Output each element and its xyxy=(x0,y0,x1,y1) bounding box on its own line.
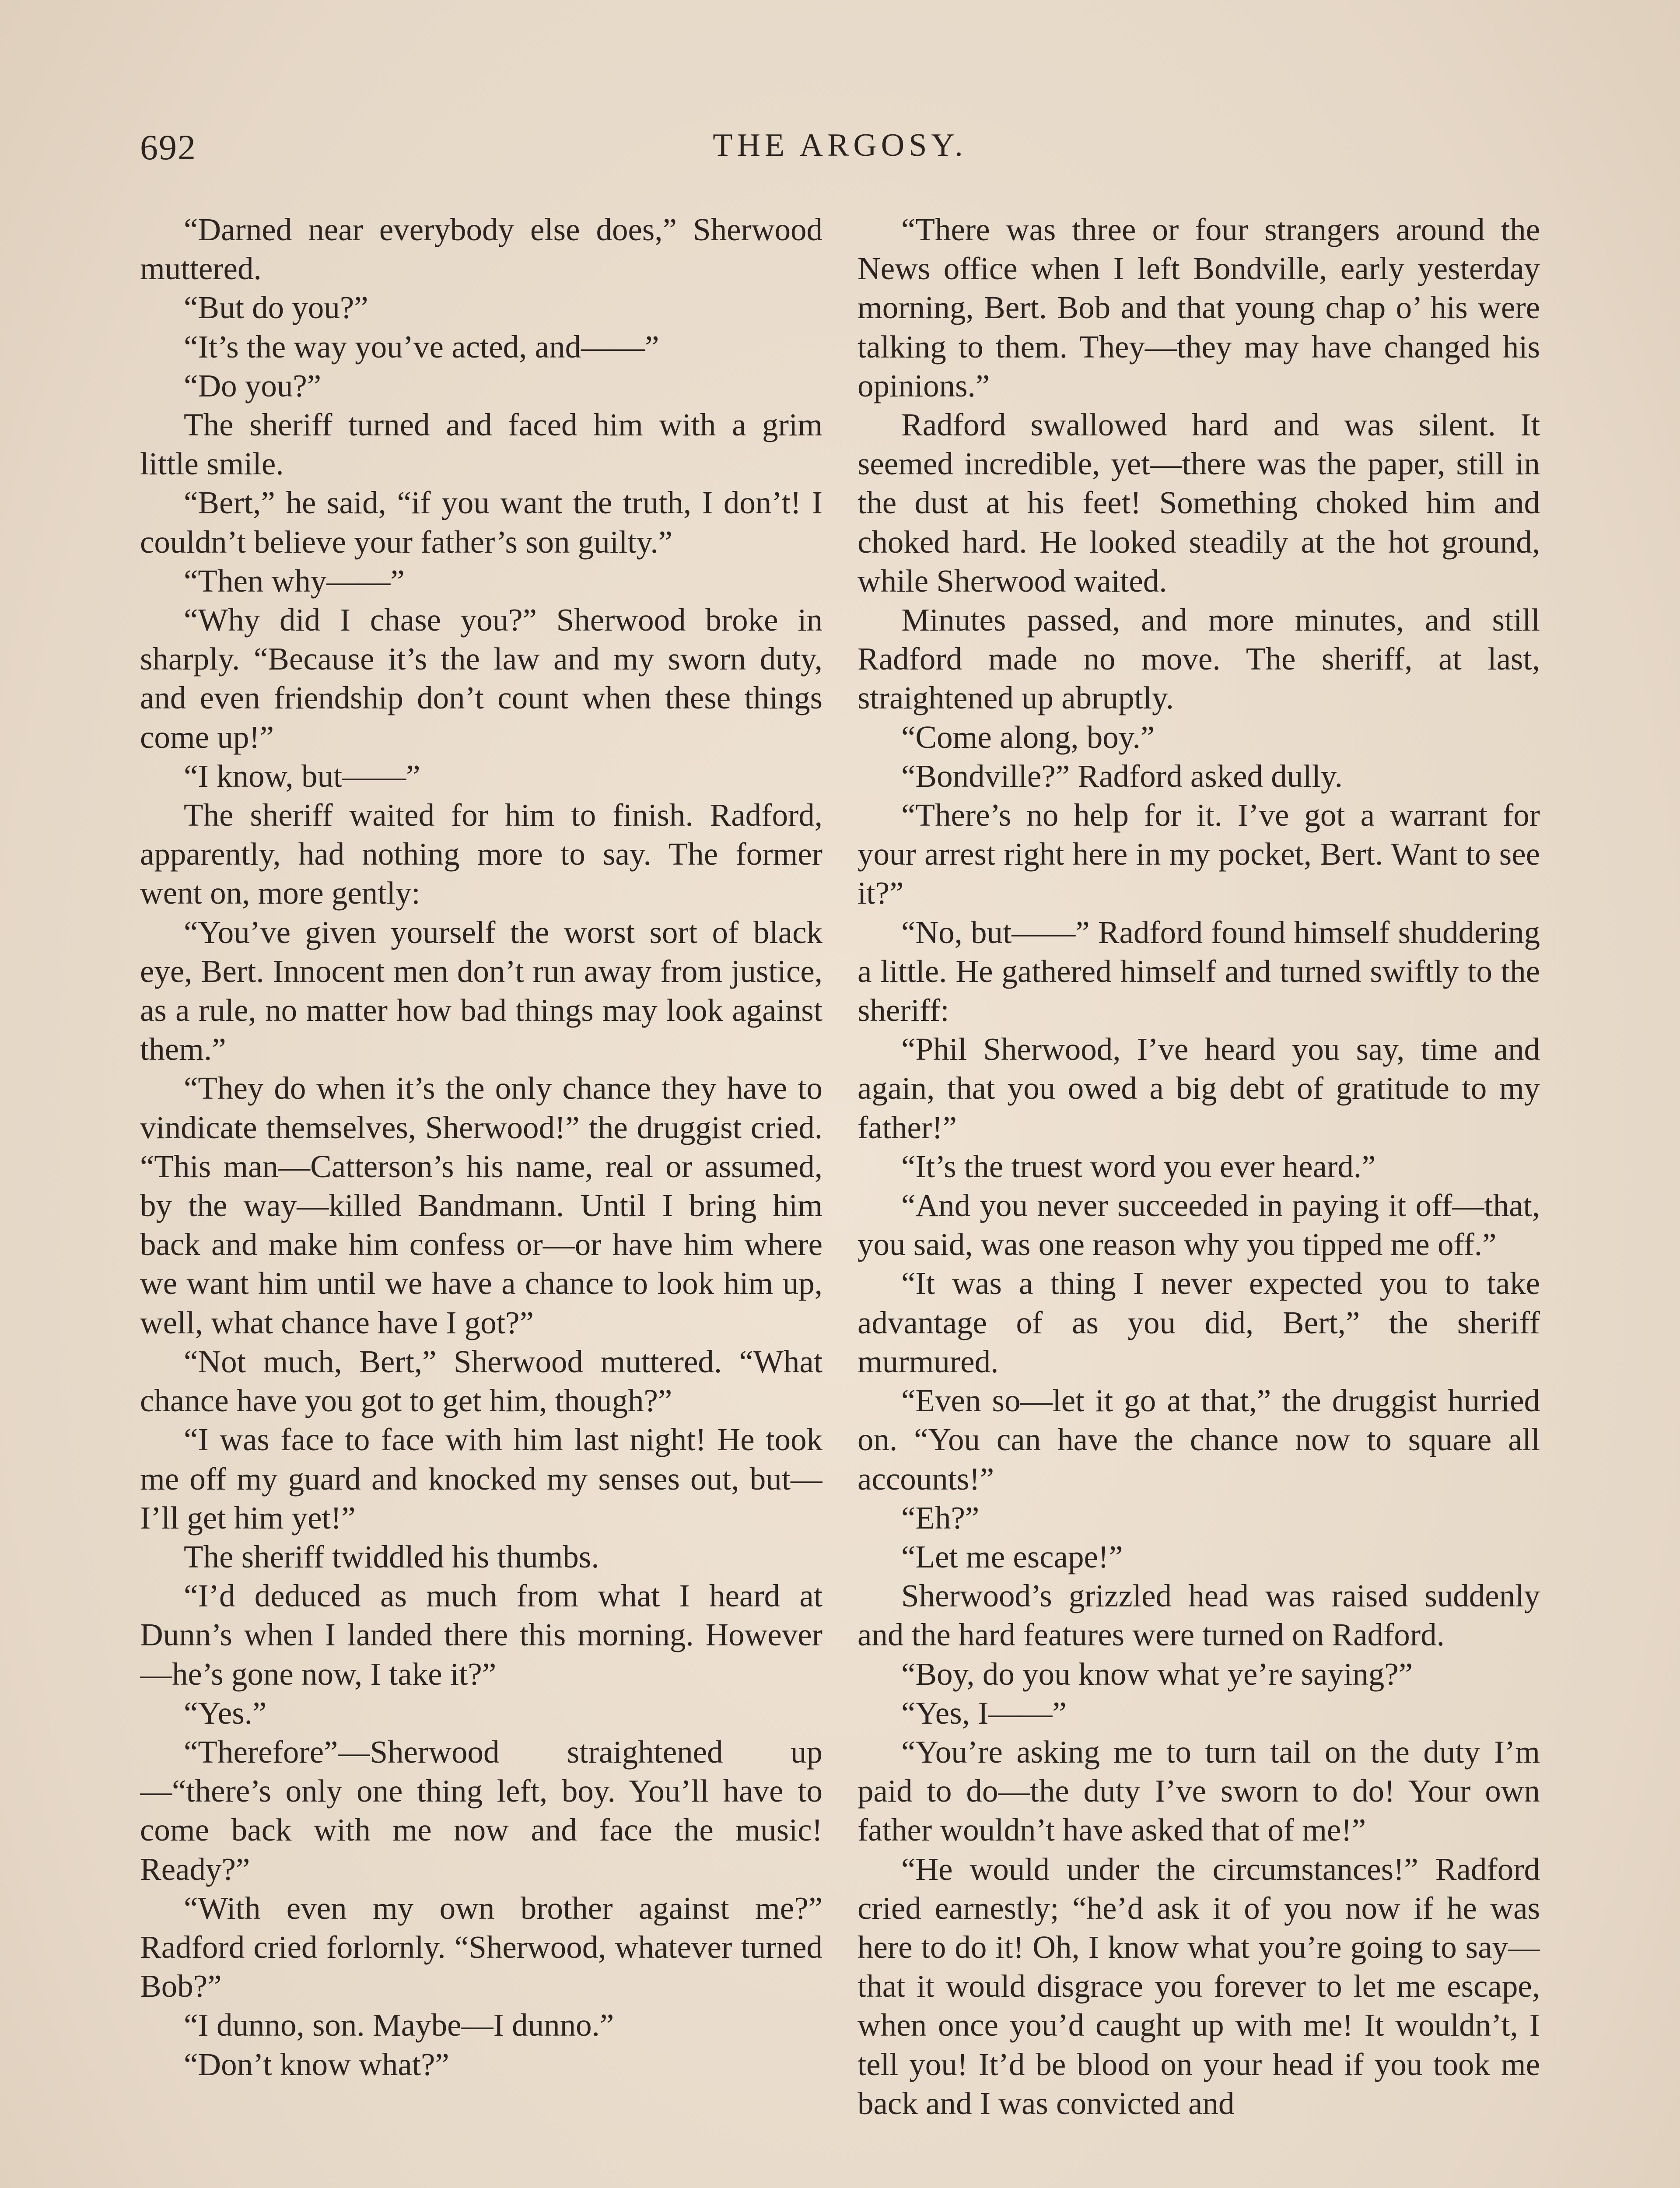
paragraph: “There’s no help for it. I’ve got a warrant for your arrest right here in my pocket, Bert. Want to see it?” xyxy=(858,797,1540,911)
paragraph: The sheriff turned and faced him with a grim little smile. xyxy=(140,407,822,482)
paragraph: “Phil Sherwood, I’ve heard you say, time and again, that you owed a big debt of gratitude to my father!” xyxy=(858,1031,1540,1145)
paragraph: “I’d deduced as much from what I heard at Dunn’s when I landed there this morning. However—he’s gone now, I take it?” xyxy=(140,1578,822,1692)
paragraph: “He would under the circumstances!” Radford cried earnestly; “he’d ask it of you now if he was here to do it! Oh, I know what you’re going to say—that it would disgrace you forever to let me escape, when once you’d caught up with me! It wouldn’t, I tell you! It’d be blood on your head if you took me back and I was convicted and xyxy=(858,1851,1540,2121)
left-column xyxy=(140,210,822,2188)
running-title: THE ARGOSY. xyxy=(713,127,967,163)
paragraph: “It was a thing I never expected you to take advantage of as you did, Bert,” the sheriff murmured. xyxy=(858,1266,1540,1379)
paragraph: The sheriff twiddled his thumbs. xyxy=(184,1539,599,1574)
paragraph: “They do when it’s the only chance they have to vindicate themselves, Sherwood!” the druggist cried. “This man—Catterson’s his name, real or assumed, by the way—killed Bandmann. Until I bring him back and make him confess or—or have him where we want him until we have a chance to look him up, well, what chance have I got?” xyxy=(140,1070,822,1340)
paragraph: “It’s the way you’ve acted, and——” xyxy=(184,329,659,365)
paragraph: “I know, but——” xyxy=(184,758,420,794)
paragraph: “No, but——” Radford found himself shuddering a little. He gathered himself and turned swiftly to the sheriff: xyxy=(858,914,1540,1028)
paragraph: Sherwood’s grizzled head was raised suddenly and the hard features were turned on Radford. xyxy=(858,1578,1540,1653)
paragraph: “Do you?” xyxy=(184,368,322,403)
paragraph: “Come along, boy.” xyxy=(901,719,1155,755)
paragraph: “I was face to face with him last night! He took me off my guard and knocked my senses out, but—I’ll get him yet!” xyxy=(140,1422,822,1536)
paragraph: “You’ve given yourself the worst sort of black eye, Bert. Innocent men don’t run away from justice, as a rule, no matter how bad things may look against them.” xyxy=(140,914,822,1067)
page-header xyxy=(140,127,1540,193)
paragraph: “Darned near everybody else does,” Sherwood muttered. xyxy=(140,212,822,287)
paragraph: “I dunno, son. Maybe—I dunno.” xyxy=(184,2007,614,2043)
paragraph: “But do you?” xyxy=(184,290,368,326)
paragraph: Minutes passed, and more minutes, and still Radford made no move. The sheriff, at last, straightened up abruptly. xyxy=(858,602,1540,716)
paragraph: “And you never succeeded in paying it off—that, you said, was one reason why you tipped me off.” xyxy=(858,1188,1540,1262)
paragraph: “There was three or four strangers around the News office when I left Bondville, early yesterday morning, Bert. Bob and that young chap o’ his were talking to them. They—they may have changed his opinions.” xyxy=(858,212,1540,403)
paragraph: “Yes, I——” xyxy=(901,1695,1067,1731)
paragraph: The sheriff waited for him to finish. Radford, apparently, had nothing more to say. The former went on, more gently: xyxy=(140,797,822,911)
paragraph: “Let me escape!” xyxy=(901,1539,1123,1574)
paragraph: “Don’t know what?” xyxy=(184,2046,449,2082)
right-column xyxy=(858,210,1540,2188)
paragraph: “Bondville?” Radford asked dully. xyxy=(901,758,1343,794)
page-number: 692 xyxy=(140,127,196,167)
paragraph: “With even my own brother against me?” Radford cried forlornly. “Sherwood, whatever turned Bob?” xyxy=(140,1890,822,2004)
paragraph: “Not much, Bert,” Sherwood muttered. “What chance have you got to get him, though?” xyxy=(140,1343,822,1419)
paragraph: Radford swallowed hard and was silent. It seemed incredible, yet—there was the paper, still in the dust at his feet! Something choked him and choked hard. He looked steadily at the hot ground, while Sherwood waited. xyxy=(858,407,1540,599)
paragraph: “It’s the truest word you ever heard.” xyxy=(901,1148,1376,1184)
paragraph: “Boy, do you know what ye’re saying?” xyxy=(901,1656,1413,1692)
paragraph: “Even so—let it go at that,” the druggist hurried on. “You can have the chance now to square all accounts!” xyxy=(858,1383,1540,1497)
paragraph: “Bert,” he said, “if you want the truth, I don’t! I couldn’t believe your father’s son guilty.” xyxy=(140,485,822,560)
paragraph: “Eh?” xyxy=(901,1500,980,1536)
paragraph: “Yes.” xyxy=(184,1695,267,1731)
paragraph: “Why did I chase you?” Sherwood broke in sharply. “Because it’s the law and my sworn duty, and even friendship don’t count when these things come up!” xyxy=(140,602,822,755)
paragraph: “Then why——” xyxy=(184,563,405,599)
paragraph: “Therefore”—Sherwood straightened up—“there’s only one thing left, boy. You’ll have to come back with me now and face the music! Ready?” xyxy=(140,1734,822,1887)
paragraph: “You’re asking me to turn tail on the duty I’m paid to do—the duty I’ve sworn to do! Your own father wouldn’t have asked that of me!” xyxy=(858,1734,1540,1848)
